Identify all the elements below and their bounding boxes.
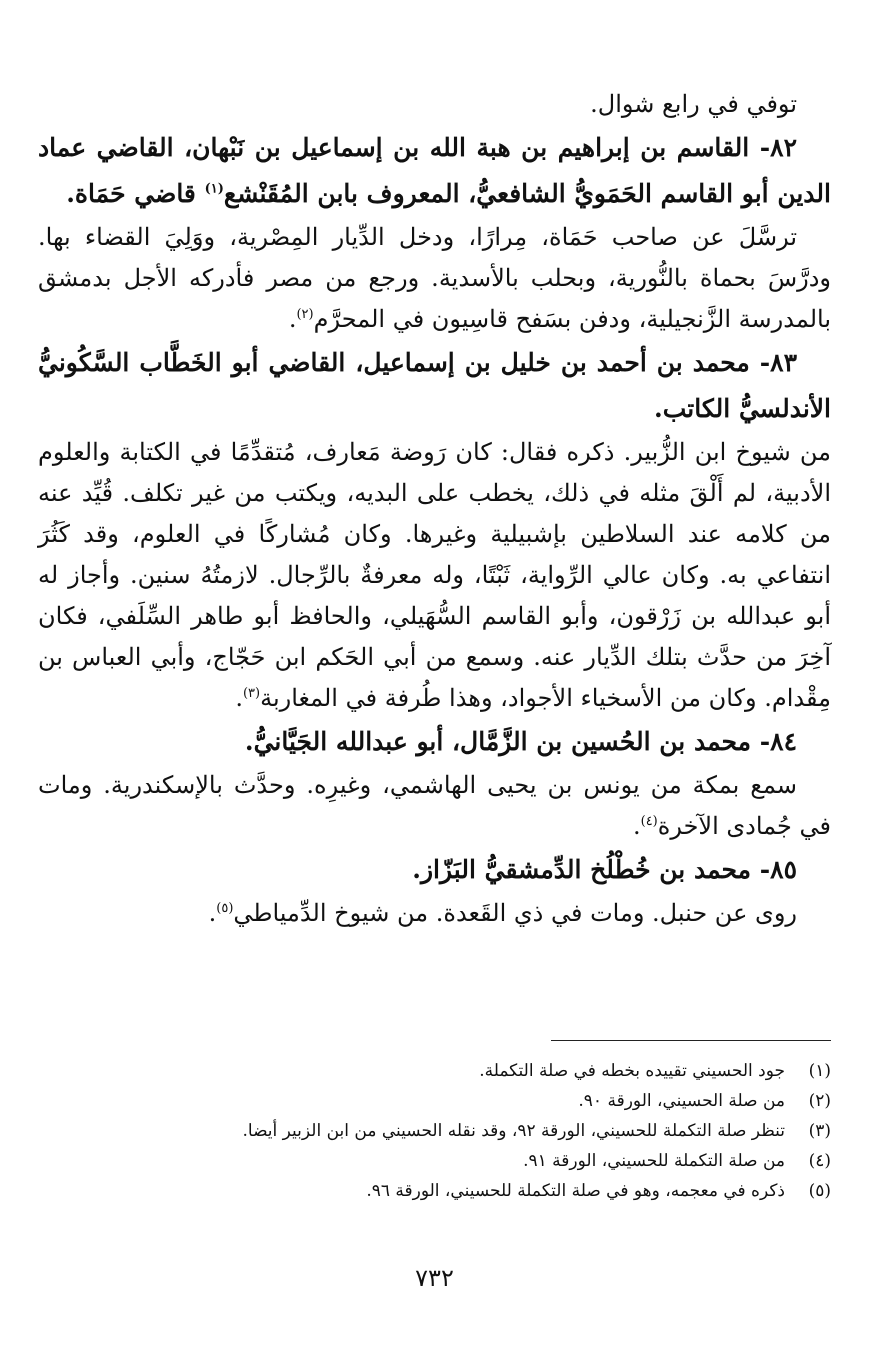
paragraph-text: ٨٥- محمد بن خُطْلُخ الدِّمشقيُّ البَزّاز. <box>412 855 797 884</box>
footnote-text: جود الحسيني تقييده بخطه في صلة التكملة. <box>479 1061 785 1081</box>
body-paragraph <box>38 432 831 719</box>
page-number: ٧٣٢ <box>415 1264 454 1292</box>
footnote <box>38 1146 831 1176</box>
footnote-marker: (٤) <box>640 814 658 829</box>
footnote <box>38 1086 831 1116</box>
paragraph-text: ترسَّلَ عن صاحب حَمَاة، مِرارًا، ودخل الدِّيار المِصْرية، ووَلِيَ القضاء بها. ودرَّسَ بحماة بالنُّورية، وبحلب بالأسدية. ورجع من مصر فأدركه الأجل بدمشق بالمدرسة الزَّنجيلية، ودفن بسَفح قاسِيون في المحرَّم <box>38 223 831 333</box>
footnote-number: (٣) <box>808 1121 831 1141</box>
footnote <box>38 1056 831 1086</box>
book-page <box>38 0 831 1366</box>
footnote-number: (٥) <box>808 1181 831 1201</box>
body-paragraph <box>38 84 831 125</box>
footnote-text: من صلة الحسيني، الورقة ٩٠. <box>578 1091 785 1111</box>
entry-heading <box>38 847 831 893</box>
footnote-number: (٤) <box>808 1151 831 1171</box>
paragraph-text: . <box>208 899 217 927</box>
entry-heading <box>38 340 831 432</box>
paragraph-text: توفي في رابع شوال. <box>590 90 797 118</box>
footnote-marker: (٢) <box>296 307 314 322</box>
footnotes-list <box>38 1056 831 1206</box>
footnote-marker: (٣) <box>242 686 261 701</box>
footnote-marker: (١) <box>204 181 224 197</box>
entry-heading <box>38 719 831 765</box>
footnote-text: تنظر صلة التكملة للحسيني، الورقة ٩٢، وقد نقله الحسيني من ابن الزبير أيضا. <box>242 1121 785 1141</box>
entry-heading <box>38 125 831 217</box>
paragraph-text: ٨٢- القاسم بن إبراهيم بن هبة الله بن إسماعيل بن نَبْهان، القاضي عماد الدين أبو القاسم الحَمَويُّ الشافعيُّ، المعروف بابن المُقَنْشع <box>38 133 831 208</box>
footnote-separator <box>551 1040 831 1041</box>
footnote-text: من صلة التكملة للحسيني، الورقة ٩١. <box>523 1151 785 1171</box>
body-paragraph <box>38 765 831 847</box>
footnote-number: (١) <box>808 1061 831 1081</box>
paragraph-text: سمع بمكة من يونس بن يحيى الهاشمي، وغيرِه. وحدَّث بالإسكندرية. ومات في جُمادى الآخرة <box>38 771 831 840</box>
footnote-number: (٢) <box>808 1091 831 1111</box>
paragraph-text: . <box>632 812 641 840</box>
footnote-text: ذكره في معجمه، وهو في صلة التكملة للحسيني، الورقة ٩٦. <box>366 1181 785 1201</box>
body-paragraph <box>38 217 831 340</box>
paragraph-text: . <box>288 305 297 333</box>
paragraph-text: . <box>235 684 243 712</box>
footnote-marker: (٥) <box>216 901 234 916</box>
body-paragraph <box>38 893 831 934</box>
footnote <box>38 1176 831 1206</box>
main-text <box>38 84 831 934</box>
paragraph-text: ٨٤- محمد بن الحُسين بن الزَّمَّال، أبو عبدالله الجَيَّانيُّ. <box>244 727 797 756</box>
paragraph-text: روى عن حنبل. ومات في ذي القَعدة. من شيوخ الدِّمياطي <box>233 899 797 927</box>
footnote <box>38 1116 831 1146</box>
paragraph-text: قاضي حَمَاة. <box>66 179 205 208</box>
paragraph-text: من شيوخ ابن الزُّبير. ذكره فقال: كان رَوضة مَعارف، مُتقدِّمًا في الكتابة والعلوم الأدبية، لم أَلْقَ مثله في ذلك، يخطب على البديه، ويكتب من غير تكلف. قُيِّد عنه من كلامه عند السلاطين بإشبيلية وغيرها. وكان مُشاركًا في العلوم، وقد كَثُرَ انتفاعي به. وكان عالي الرِّواية، ثَبْتًا، وله معرفةٌ بالرِّجال. لازمتُهُ سنين. وأجاز له أبو عبدالله بن زَرْقون، وأبو القاسم السُّهَيلي، والحافظ أبو طاهر السِّلَفي، فكان آخِرَ من حدَّث بتلك الدِّيار عنه. وسمع من أبي الحَكم ابن حَجّاج، وأبي العباس بن مِقْدام. وكان من الأسخياء الأجواد، وهذا طُرفة في المغاربة <box>38 438 831 712</box>
paragraph-text: ٨٣- محمد بن أحمد بن خليل بن إسماعيل، القاضي أبو الخَطَّاب السَّكُونيُّ الأندلسيُّ الكاتب. <box>38 348 831 423</box>
